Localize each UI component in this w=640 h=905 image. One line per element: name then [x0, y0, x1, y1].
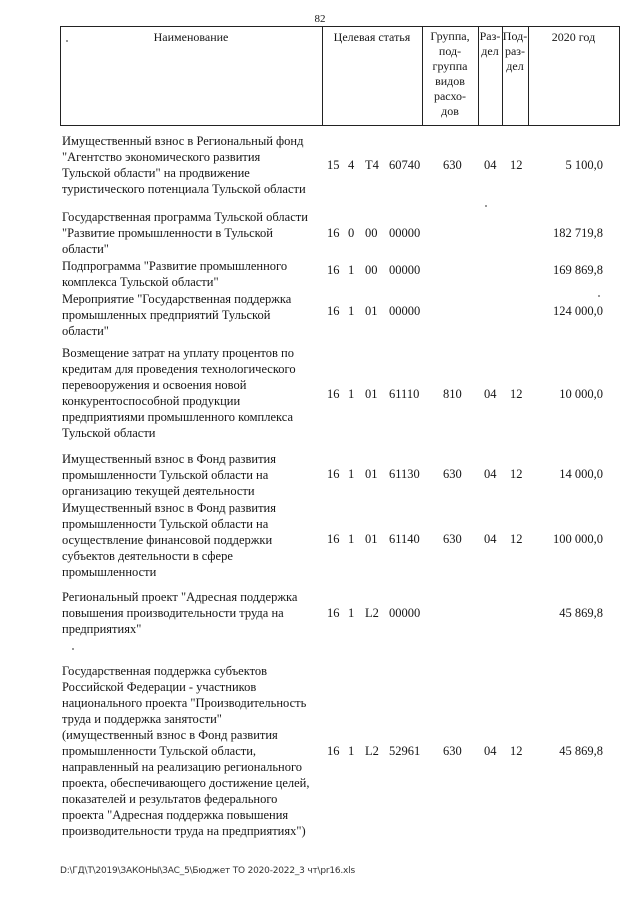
header-target-article: Целевая статья	[333, 30, 411, 44]
row-subsection: 12	[510, 744, 523, 758]
row-c1: 16	[327, 467, 340, 481]
row-subsection: 12	[510, 467, 523, 481]
row-group: 630	[443, 744, 462, 758]
row-c4: 00000	[389, 226, 421, 240]
row-name	[62, 663, 324, 839]
row-name-line: Подпрограмма "Развитие промышленного	[62, 259, 288, 273]
row-name-line: Российской Федерации - участников	[62, 680, 257, 694]
row-subsection: 12	[510, 532, 523, 546]
row-name-line: Имущественный взнос в Фонд развития	[62, 501, 276, 515]
row-name-line: предприятиях"	[62, 622, 142, 636]
row-c1: 16	[327, 606, 340, 620]
page-number: 82	[314, 13, 326, 25]
header-name: Наименование	[153, 30, 229, 44]
row-c1: 15	[327, 158, 340, 172]
row-c2: 1	[348, 606, 355, 620]
row-amount: 10 000,0	[559, 387, 603, 401]
row-name-line: перевооружения и освоения новой	[62, 378, 247, 392]
row-section: 04	[484, 744, 497, 758]
row-c2: 1	[348, 467, 355, 481]
row-name	[62, 133, 324, 197]
row-c4: 00000	[389, 263, 421, 277]
row-name	[62, 589, 324, 637]
row-amount: 45 869,8	[559, 606, 603, 620]
row-group: 630	[443, 532, 462, 546]
row-c3: 00	[365, 226, 378, 240]
row-name	[62, 451, 324, 499]
row-name-line: туристического потенциала Тульской области	[62, 182, 306, 196]
row-section: 04	[484, 387, 497, 401]
row-c3: 01	[365, 467, 378, 481]
row-name-line: (имущественный взнос в Фонд развития	[62, 728, 278, 742]
header-divider	[619, 26, 620, 126]
row-amount: 169 869,8	[553, 263, 603, 277]
row-c3: 01	[365, 387, 378, 401]
row-name	[62, 258, 324, 290]
row-group: 810	[443, 387, 462, 401]
row-amount: 45 869,8	[559, 744, 603, 758]
row-subsection: 12	[510, 158, 523, 172]
row-c4: 61110	[389, 387, 420, 401]
row-c1: 16	[327, 226, 340, 240]
row-amount: 5 100,0	[565, 158, 603, 172]
row-section: 04	[484, 158, 497, 172]
footer-file-path: D:\ГД\Т\2019\ЗАКОНЫ\ЗАС_5\Бюджет ТО 2020-2022_3 чт\pr16.xls	[60, 866, 355, 876]
row-name-line: Возмещение затрат на уплату процентов по	[62, 346, 294, 360]
row-name-line: Имущественный взнос в Региональный фонд	[62, 134, 304, 148]
row-c2: 0	[348, 226, 355, 240]
row-c4: 61140	[389, 532, 420, 546]
row-subsection: 12	[510, 387, 523, 401]
row-name-line: "Развитие промышленности в Тульской	[62, 226, 273, 240]
row-c1: 16	[327, 263, 340, 277]
row-name	[62, 209, 324, 257]
row-name	[62, 345, 324, 441]
header-expense-group: Группа, под- группа видов расхо- дов	[430, 29, 470, 118]
scan-mark	[485, 205, 487, 207]
row-name-line: промышленности Тульской области на	[62, 468, 269, 482]
row-c2: 4	[348, 158, 355, 172]
row-name-line: Государственная программа Тульской области	[62, 210, 308, 224]
row-name-line: Государственная поддержка субъектов	[62, 664, 268, 678]
row-c4: 61130	[389, 467, 420, 481]
row-c2: 1	[348, 744, 355, 758]
row-c3: T4	[365, 158, 379, 172]
row-c1: 16	[327, 387, 340, 401]
row-c4: 00000	[389, 304, 421, 318]
scan-mark	[72, 648, 74, 650]
row-amount: 14 000,0	[559, 467, 603, 481]
row-c1: 16	[327, 304, 340, 318]
row-amount: 124 000,0	[553, 304, 603, 318]
row-amount: 182 719,8	[553, 226, 603, 240]
row-section: 04	[484, 467, 497, 481]
row-c1: 16	[327, 532, 340, 546]
row-c2: 1	[348, 532, 355, 546]
header-year: 2020 год	[551, 30, 596, 44]
row-group: 630	[443, 158, 462, 172]
row-name-line: Региональный проект "Адресная поддержка	[62, 590, 298, 604]
row-c1: 16	[327, 744, 340, 758]
row-c3: 01	[365, 304, 378, 318]
row-c3: L2	[365, 744, 379, 758]
row-name-line: Мероприятие "Государственная поддержка	[62, 292, 292, 306]
row-name-line: промышленности Тульской области на	[62, 517, 269, 531]
row-name-line: производительности труда на предприятиях")	[62, 824, 306, 838]
row-name-line: показателей и результатов федерального	[62, 792, 278, 806]
scan-mark	[598, 295, 600, 297]
row-name-line: предприятиями промышленного комплекса	[62, 410, 294, 424]
row-name-line: труда и поддержка занятости"	[62, 712, 222, 726]
row-amount: 100 000,0	[553, 532, 603, 546]
row-name-line: "Агентство экономического развития	[62, 150, 261, 164]
row-name-line: области"	[62, 324, 109, 338]
row-name-line: Имущественный взнос в Фонд развития	[62, 452, 276, 466]
header-subsection: Под- раз- дел	[502, 29, 528, 73]
row-c2: 1	[348, 263, 355, 277]
row-section: 04	[484, 532, 497, 546]
row-c4: 60740	[389, 158, 421, 172]
row-name-line: кредитам для проведения технологического	[62, 362, 296, 376]
row-name-line: Тульской области	[62, 426, 156, 440]
row-name-line: промышленности	[62, 565, 157, 579]
row-name-line: Тульской области" на продвижение	[62, 166, 250, 180]
row-name-line: проекта, обеспечивающего достижение целей,	[62, 776, 310, 790]
row-name-line: области"	[62, 242, 109, 256]
header-bottom-border	[60, 125, 620, 126]
row-name-line: комплекса Тульской области"	[62, 275, 219, 289]
row-name-line: направленный на реализацию регионального	[62, 760, 303, 774]
row-name	[62, 291, 324, 339]
row-c4: 52961	[389, 744, 421, 758]
header-top-border	[60, 26, 620, 27]
row-group: 630	[443, 467, 462, 481]
row-name-line: проекта "Адресная поддержка повышения	[62, 808, 289, 822]
row-name-line: национального проекта "Производительность	[62, 696, 307, 710]
scan-mark	[66, 40, 68, 42]
row-name	[62, 500, 324, 580]
row-name-line: осуществление финансовой поддержки	[62, 533, 273, 547]
row-name-line: организацию текущей деятельности	[62, 484, 255, 498]
row-c2: 1	[348, 387, 355, 401]
row-name-line: повышения производительности труда на	[62, 606, 284, 620]
row-name-line: субъектов деятельности в сфере	[62, 549, 233, 563]
row-name-line: конкурентоспособной продукции	[62, 394, 241, 408]
row-c2: 1	[348, 304, 355, 318]
header-section: Раз- дел	[479, 29, 501, 58]
row-c3: 00	[365, 263, 378, 277]
row-c3: 01	[365, 532, 378, 546]
row-name-line: промышленных предприятий Тульской	[62, 308, 271, 322]
row-c4: 00000	[389, 606, 421, 620]
row-c3: L2	[365, 606, 379, 620]
row-name-line: промышленности Тульской области,	[62, 744, 257, 758]
